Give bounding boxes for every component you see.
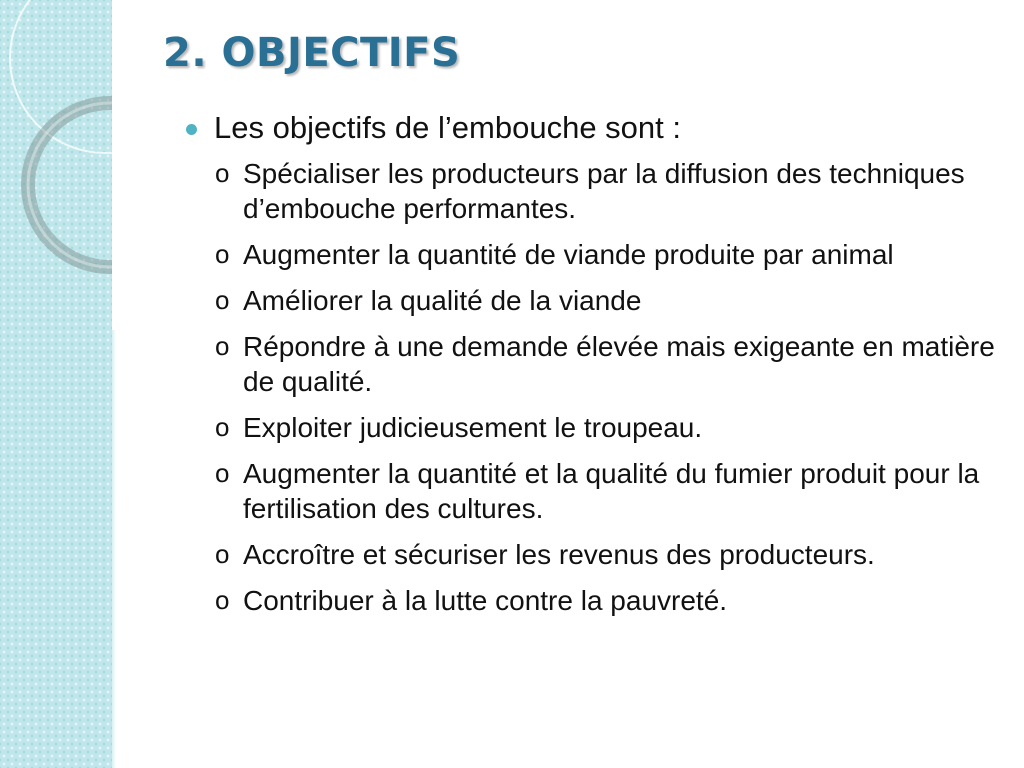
list-item (215, 583, 1005, 618)
circle-bullet-icon: o (215, 539, 230, 569)
slide-title: 2. OBJECTIFS (163, 30, 461, 76)
list-item (215, 237, 1005, 272)
circle-bullet-icon: o (215, 331, 230, 361)
decorative-circles (0, 0, 180, 330)
circle-bullet-icon: o (215, 412, 230, 442)
main-bullet (186, 108, 681, 148)
list-item (215, 156, 1005, 226)
list-item (215, 329, 1005, 399)
list-item-text: Augmenter la quantité de viande produite par animal (243, 239, 894, 270)
main-bullet-text: Les objectifs de l’embouche sont : (214, 110, 681, 145)
bullet-dot-icon (186, 124, 197, 135)
list-item-text: Améliorer la qualité de la viande (243, 285, 642, 316)
list-item-text: Augmenter la quantité et la qualité du fumier produit pour la fertilisation des cultures. (243, 458, 980, 524)
list-item-text: Répondre à une demande élevée mais exigeante en matière de qualité. (243, 331, 995, 397)
list-item-text: Accroître et sécuriser les revenus des producteurs. (243, 539, 875, 570)
list-item-text: Contribuer à la lutte contre la pauvreté. (243, 585, 728, 616)
circle-bullet-icon: o (215, 158, 230, 188)
list-item-text: Exploiter judicieusement le troupeau. (243, 412, 703, 443)
list-item-text: Spécialiser les producteurs par la diffusion des techniques d’embouche performantes. (243, 158, 965, 224)
list-item (215, 537, 1005, 572)
circle-bullet-icon: o (215, 285, 230, 315)
circle-bullet-icon: o (215, 458, 230, 488)
list-item (215, 456, 1005, 526)
list-item (215, 283, 1005, 318)
objectives-list (215, 156, 1005, 629)
list-item (215, 410, 1005, 445)
circle-bullet-icon: o (215, 239, 230, 269)
circle-bullet-icon: o (215, 585, 230, 615)
